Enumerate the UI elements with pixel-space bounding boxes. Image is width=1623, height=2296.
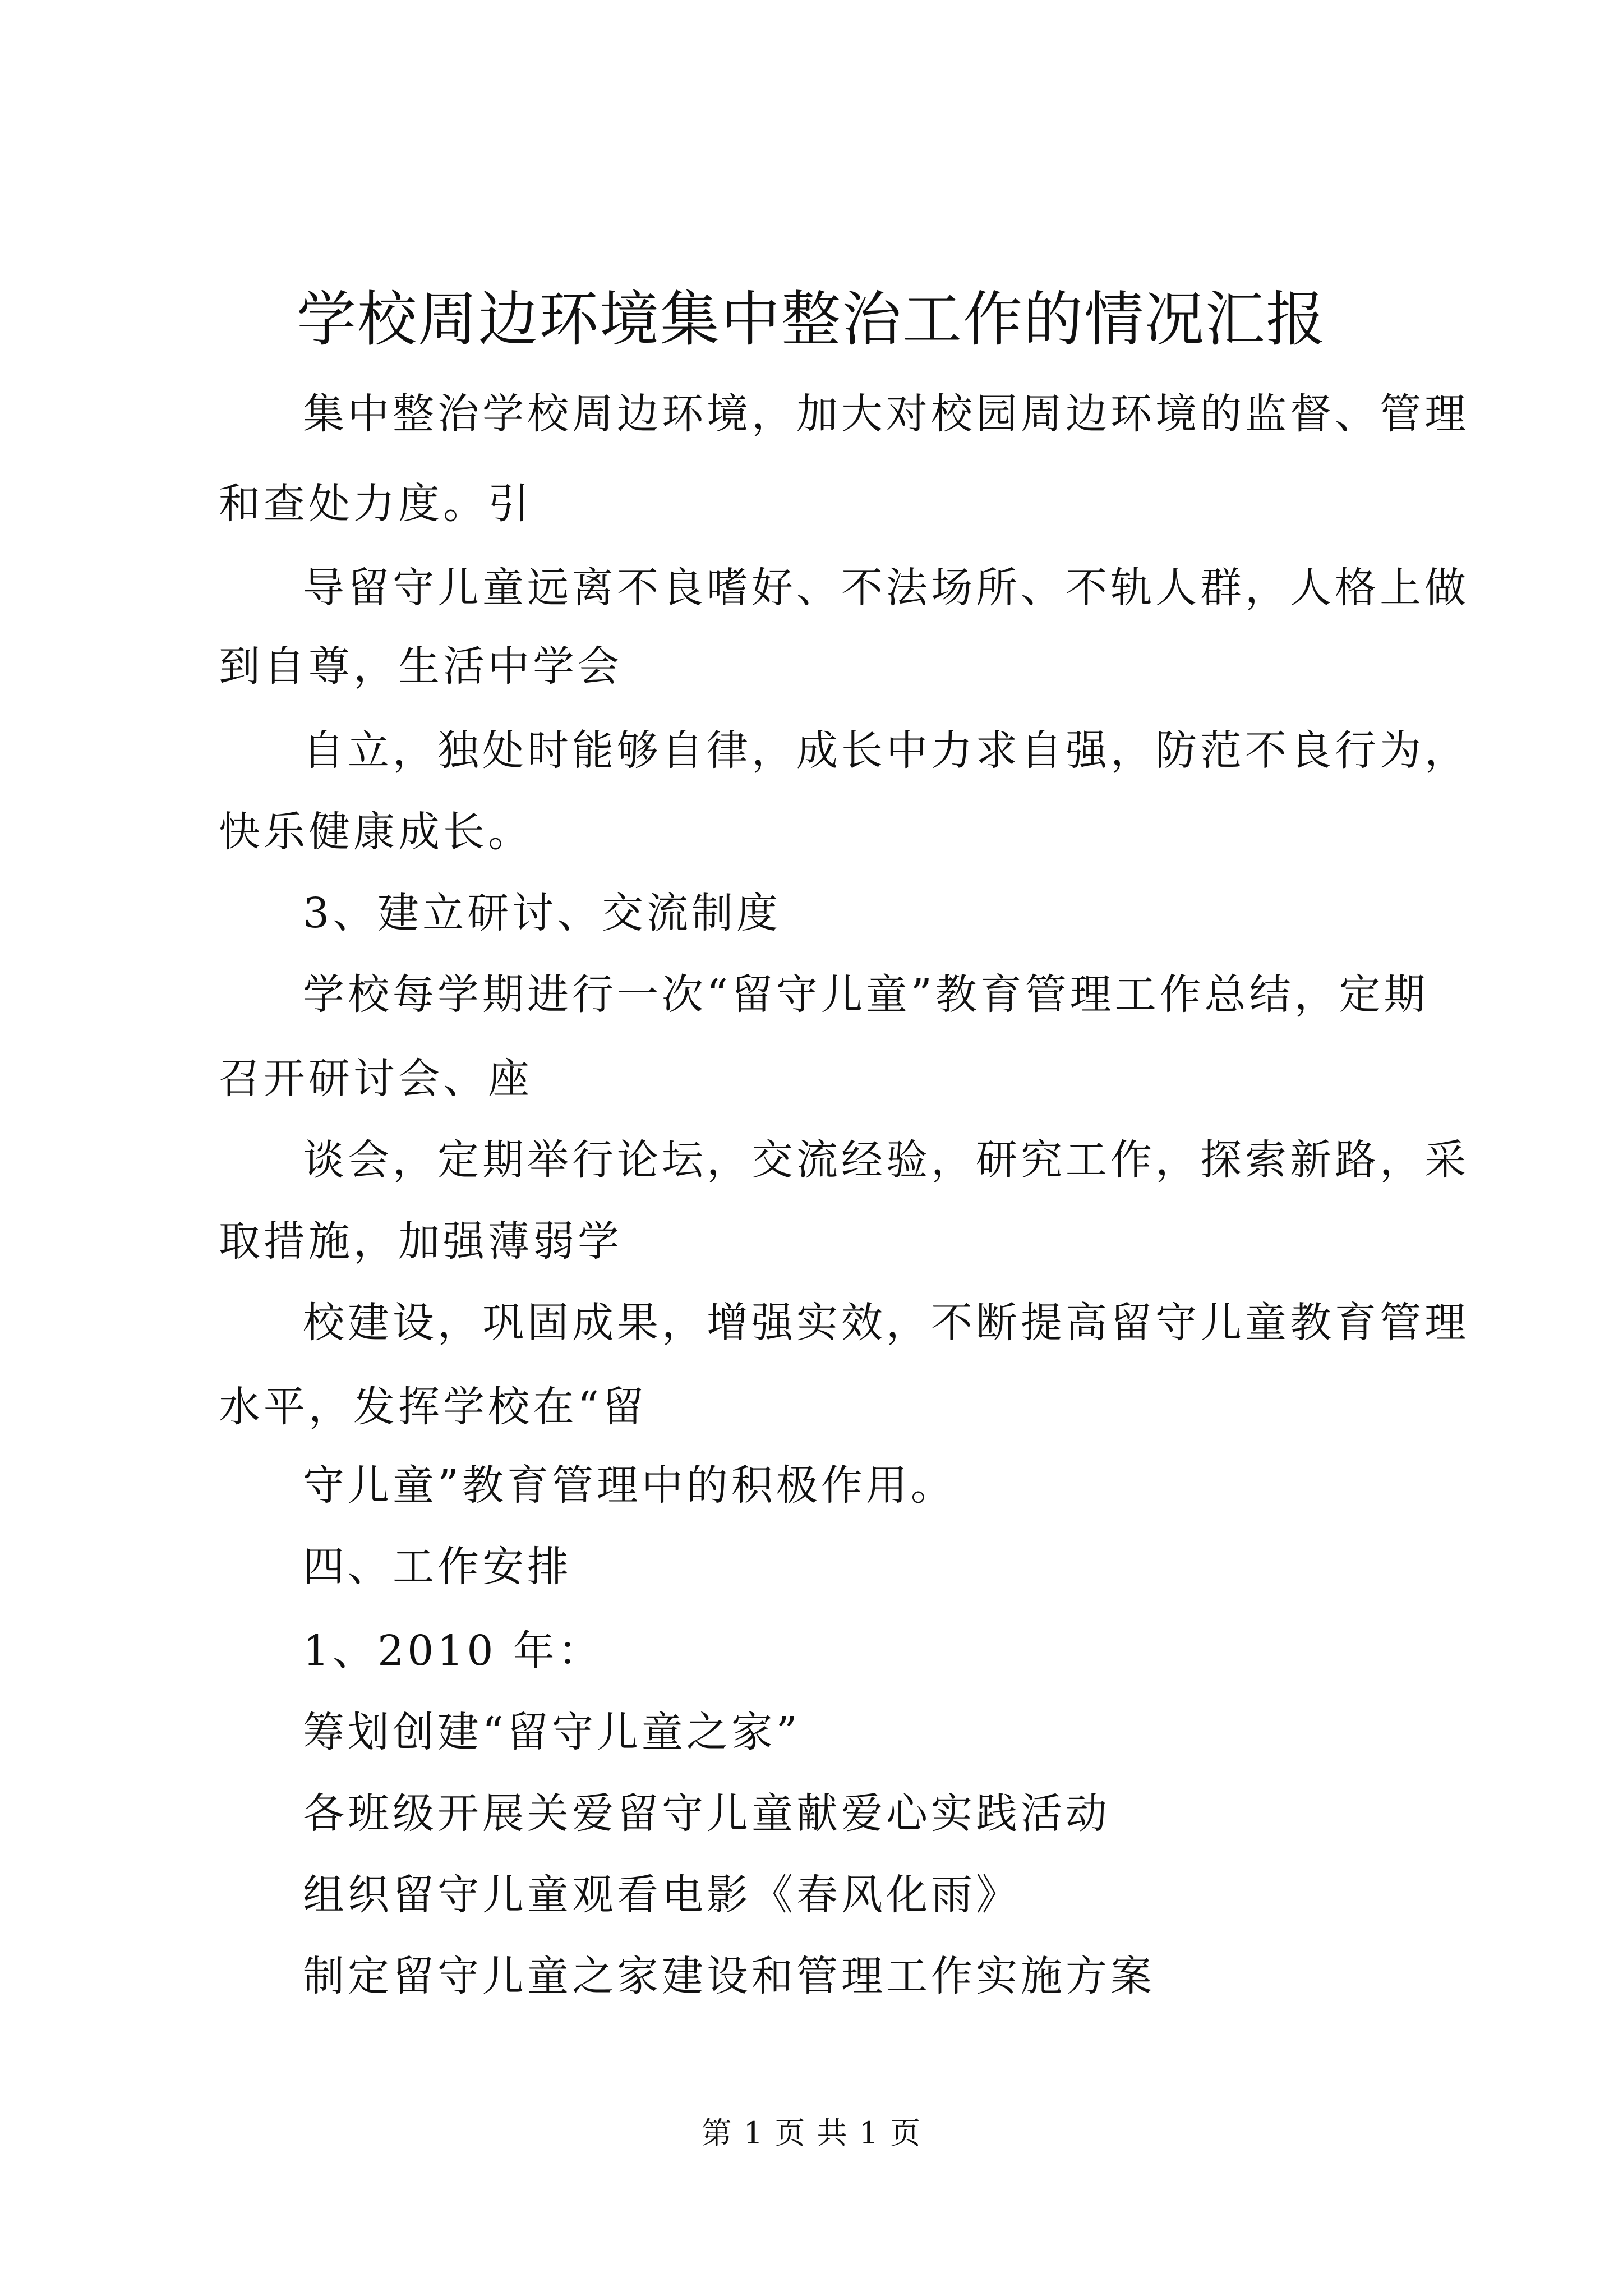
list-item: 制定留守儿童之家建设和管理工作实施方案 — [303, 1952, 1155, 2000]
list-item: 1、2010 年： — [303, 1627, 603, 1675]
paragraph-line: 导留守儿童远离不良嗜好、不法场所、不轨人群，人格上做 — [303, 564, 1469, 612]
paragraph-line: 校建设，巩固成果，增强实效，不断提高留守儿童教育管理 — [303, 1299, 1469, 1347]
paragraph-line: 召开研讨会、座 — [219, 1055, 533, 1103]
paragraph-line: 取措施，加强薄弱学 — [219, 1217, 623, 1266]
paragraph-line: 学校每学期进行一次“留守儿童”教育管理工作总结，定期 — [303, 970, 1429, 1019]
paragraph-line: 快乐健康成长。 — [219, 808, 533, 856]
list-item: 组织留守儿童观看电影《春风化雨》 — [303, 1871, 1021, 1919]
paragraph-line: 自立，独处时能够自律，成长中力求自强，防范不良行为， — [303, 726, 1469, 775]
paragraph-line: 守儿童”教育管理中的积极作用。 — [303, 1461, 956, 1510]
paragraph-line: 谈会，定期举行论坛，交流经验，研究工作，探索新路，采 — [303, 1136, 1469, 1184]
paragraph-line: 集中整治学校周边环境，加大对校园周边环境的监督、管理 — [303, 390, 1469, 438]
paragraph-line: 和查处力度。引 — [219, 480, 533, 528]
page-footer: 第 1 页 共 1 页 — [701, 2115, 922, 2151]
list-item: 各班级开展关爱留守儿童献爱心实践活动 — [303, 1789, 1110, 1838]
document-title: 学校周边环境集中整治工作的情况汇报 — [297, 285, 1326, 354]
section-heading: 四、工作安排 — [303, 1543, 572, 1591]
paragraph-line: 到自尊，生活中学会 — [219, 642, 623, 691]
paragraph-line: 水平，发挥学校在“留 — [219, 1383, 647, 1431]
list-item: 筹划创建“留守儿童之家” — [303, 1708, 801, 1756]
section-heading: 3、建立研讨、交流制度 — [303, 889, 782, 937]
